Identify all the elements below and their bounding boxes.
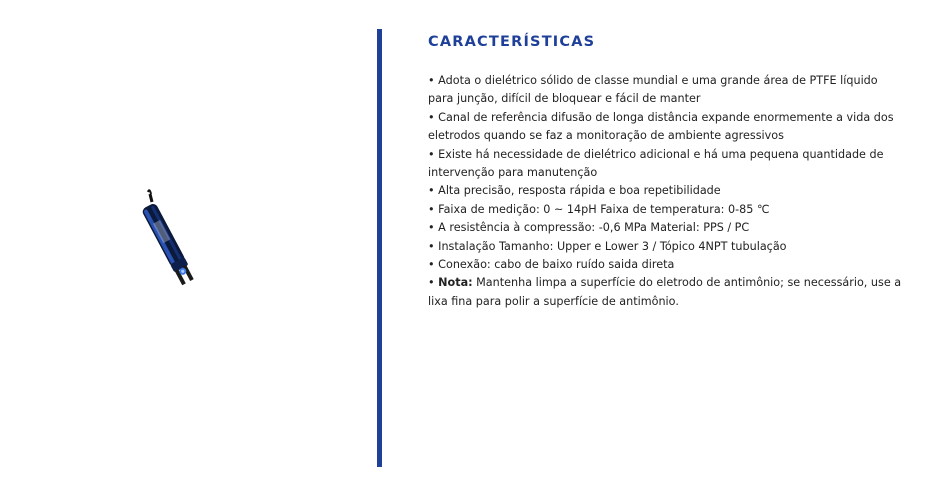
feature-item: • Adota o dielétrico sólido de classe mundial e uma grande área de PTFE líquido para junção, difícil de bloquear e fácil de manter	[428, 74, 878, 106]
ph-electrode-image	[130, 188, 220, 300]
feature-item: • Canal de referência difusão de longa distância expande enormemente a vida dos eletrodos quando se faz a monitoração de ambiente agressivos	[428, 110, 894, 143]
feature-item: • Alta precisão, resposta rápida e boa repetibilidade	[428, 184, 721, 198]
note-text: Mantenha limpa a superfície do eletrodo de antimônio; se necessário, use a lixa fina para polir a superfície de antimônio.	[428, 276, 902, 308]
feature-item: • Existe há necessidade de dielétrico adicional e há uma pequena quantidade de intervenção para manutenção	[428, 147, 884, 180]
note-item: • Nota: Mantenha limpa a superfície do eletrodo de antimônio; se necessário, use a lixa fina para polir a superfície de antimônio.	[428, 276, 902, 308]
vertical-divider	[377, 29, 382, 467]
note-label: Nota:	[438, 276, 473, 290]
section-title: CARACTERÍSTICAS	[428, 34, 596, 50]
feature-item: • Faixa de medição: 0 ~ 14pH Faixa de temperatura: 0-85 ℃	[428, 202, 770, 216]
feature-item: • Conexão: cabo de baixo ruído saida direta	[428, 258, 675, 272]
characteristics-section	[428, 34, 904, 311]
product-image-panel	[0, 0, 377, 487]
feature-item: • Instalação Tamanho: Upper e Lower 3 / Tópico 4NPT tubulação	[428, 239, 787, 253]
feature-item: • A resistência à compressão: -0,6 MPa Material: PPS / PC	[428, 221, 750, 235]
feature-list	[428, 72, 904, 311]
